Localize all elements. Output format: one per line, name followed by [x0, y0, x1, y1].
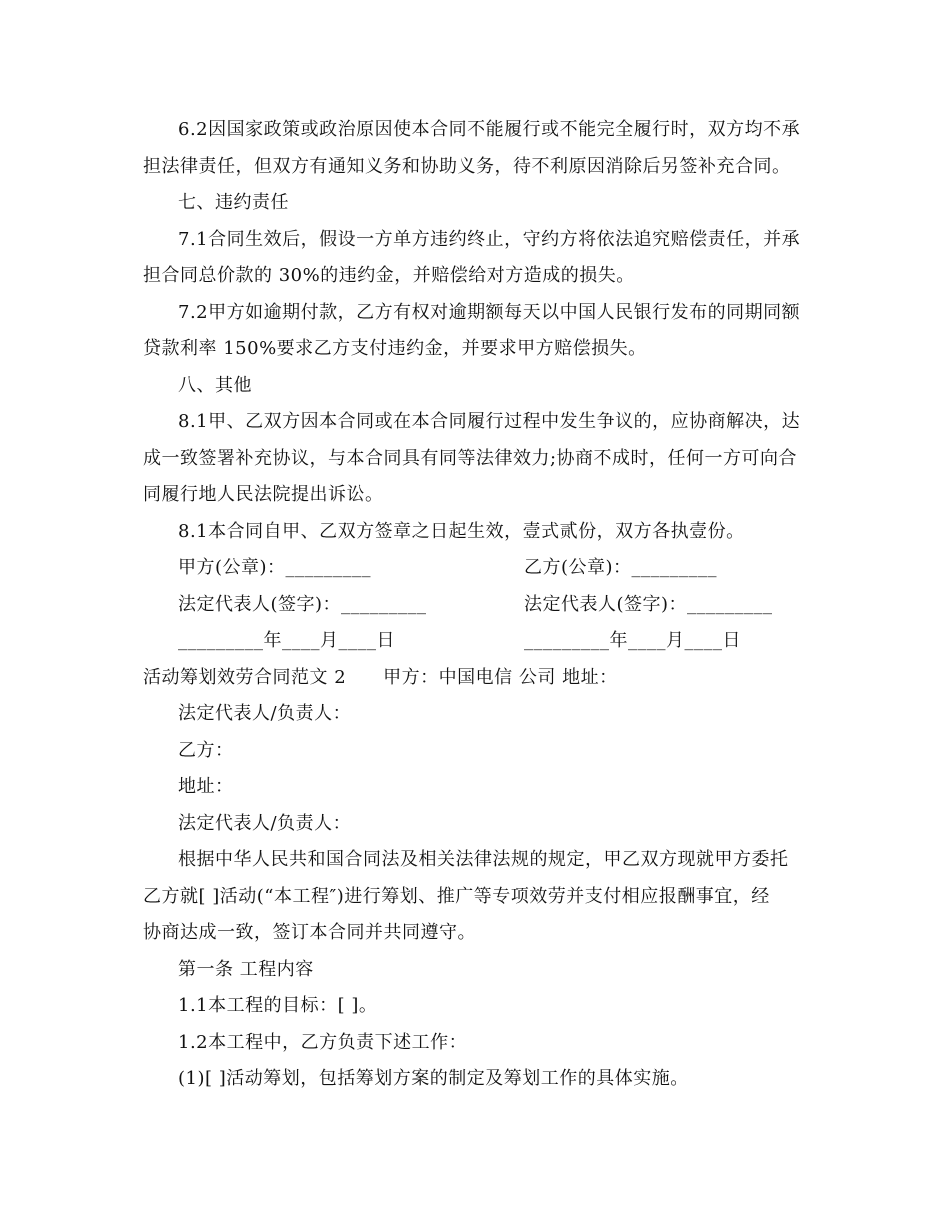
party-a-seal-field: 甲方(公章)：_________	[178, 557, 372, 578]
party-a-representative-field: 法定代表人(签字)：_________	[178, 594, 427, 615]
clause-7-1-line-2: 担合同总价款的 30%的违约金，并赔偿给对方造成的损失。	[143, 265, 635, 286]
clause-6-2-line-1: 6.2因国家政策或政治原因使本合同不能履行或不能完全履行时，双方均不承	[178, 119, 801, 140]
party-b-date-field: _________年____月____日	[524, 630, 741, 651]
preamble-line-1: 根据中华人民共和国合同法及相关法律法规的规定，甲乙双方现就甲方委托	[178, 849, 789, 870]
party-a-date-field: _________年____月____日	[178, 630, 395, 651]
preamble-line-3: 协商达成一致，签订本合同并共同遵守。	[143, 922, 476, 943]
article-1-heading: 第一条 工程内容	[178, 959, 314, 980]
clause-1-2: 1.2本工程中，乙方负责下述工作：	[178, 1032, 468, 1053]
clause-1-2-item-1: (1)[ ]活动筹划，包括筹划方案的制定及筹划工作的具体实施。	[178, 1068, 689, 1089]
contract-2-title: 活动筹划效劳合同范文 2 甲方：中国电信 公司 地址：	[143, 667, 618, 688]
party-b-representative-line: 法定代表人/负责人：	[178, 813, 352, 834]
clause-7-2-line-1: 7.2甲方如逾期付款，乙方有权对逾期额每天以中国人民银行发布的同期同额	[178, 302, 801, 323]
clause-6-2-line-2: 担法律责任，但双方有通知义务和协助义务，待不利原因消除后另签补充合同。	[143, 156, 791, 177]
party-b-address-line: 地址：	[178, 776, 234, 797]
clause-1-1: 1.1本工程的目标：[ ]。	[178, 995, 378, 1016]
clause-7-2-line-2: 贷款利率 150%要求乙方支付违约金，并要求甲方赔偿损失。	[143, 338, 647, 359]
party-b-seal-field: 乙方(公章)：_________	[524, 557, 718, 578]
party-b-line: 乙方：	[178, 740, 234, 761]
party-a-representative-line: 法定代表人/负责人：	[178, 703, 352, 724]
section-7-heading: 七、违约责任	[178, 192, 289, 213]
clause-8-1-line-1: 8.1甲、乙双方因本合同或在本合同履行过程中发生争议的，应协商解决，达	[178, 411, 801, 432]
section-8-heading: 八、其他	[178, 375, 252, 396]
clause-8-1-line-3: 同履行地人民法院提出诉讼。	[143, 484, 384, 505]
party-b-representative-field: 法定代表人(签字)：_________	[524, 594, 773, 615]
clause-8-1-effective: 8.1本合同自甲、乙双方签章之日起生效，壹式贰份，双方各执壹份。	[178, 521, 745, 542]
clause-7-1-line-1: 7.1合同生效后，假设一方单方违约终止，守约方将依法追究赔偿责任，并承	[178, 229, 801, 250]
clause-8-1-line-2: 成一致签署补充协议，与本合同具有同等法律效力;协商不成时，任何一方可向合	[143, 448, 798, 469]
preamble-line-2: 乙方就[ ]活动(“本工程″)进行筹划、推广等专项效劳并支付相应报酬事宜，经	[143, 886, 770, 907]
